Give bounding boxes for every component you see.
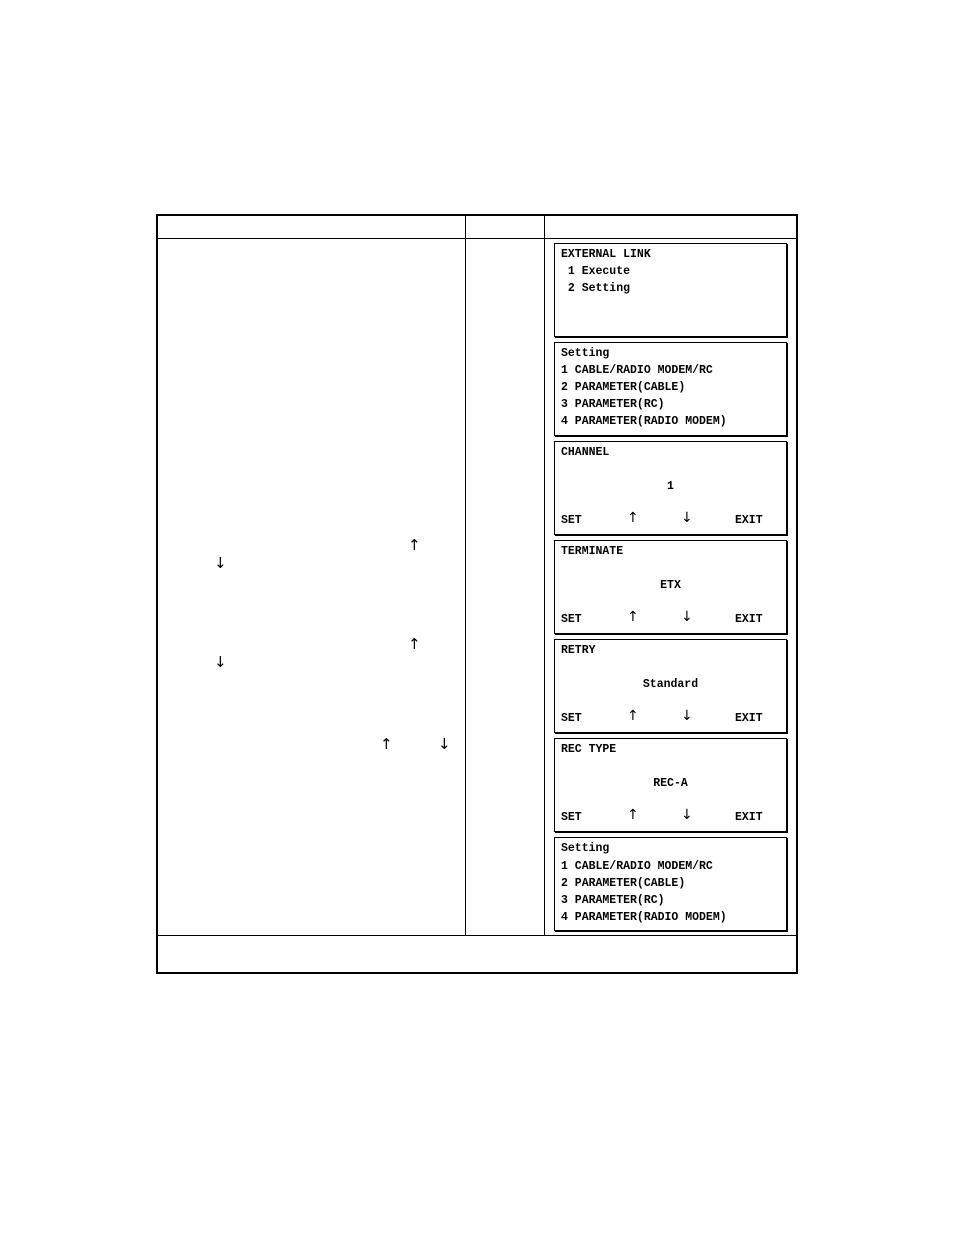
exit-softkey: EXIT xyxy=(735,811,763,824)
menu-item-parameter-rc: 3 PARAMETER(RC) xyxy=(561,398,665,411)
menu-item-parameter-radio-modem: 4 PARAMETER(RADIO MODEM) xyxy=(561,415,727,428)
menu-item-parameter-radio-modem: 4 PARAMETER(RADIO MODEM) xyxy=(561,911,727,924)
column-divider-operation xyxy=(465,216,466,935)
channel-value: 1 xyxy=(667,480,674,493)
set-softkey: SET xyxy=(561,514,582,527)
retry-value: Standard xyxy=(642,678,699,691)
up-arrow-icon: ↑ xyxy=(627,807,639,823)
retry-screen xyxy=(554,639,787,733)
menu-item-parameter-cable: 2 PARAMETER(CABLE) xyxy=(561,877,686,890)
screen-title: REC TYPE xyxy=(561,743,617,756)
header-row-divider xyxy=(158,238,796,239)
up-arrow-icon: ↑ xyxy=(627,609,639,625)
external-link-screen xyxy=(554,243,787,337)
exit-softkey: EXIT xyxy=(735,613,763,626)
screen-title: RETRY xyxy=(561,644,596,657)
exit-softkey: EXIT xyxy=(735,712,763,725)
menu-item-setting: 2 Setting xyxy=(561,282,631,295)
up-arrow-icon: ↑ xyxy=(408,536,421,554)
set-softkey: SET xyxy=(561,613,582,626)
down-arrow-icon: ↓ xyxy=(681,708,693,724)
down-arrow-icon: ↓ xyxy=(214,653,227,671)
column-divider-key xyxy=(544,216,545,935)
rec-type-screen xyxy=(554,738,787,832)
menu-item-cable-radio-modem-rc: 1 CABLE/RADIO MODEM/RC xyxy=(561,364,713,377)
down-arrow-icon: ↓ xyxy=(681,510,693,526)
menu-item-parameter-rc: 3 PARAMETER(RC) xyxy=(561,894,665,907)
up-arrow-icon: ↑ xyxy=(408,635,421,653)
up-arrow-icon: ↑ xyxy=(627,708,639,724)
rec-type-value: REC-A xyxy=(653,777,688,790)
setting-menu-return-screen xyxy=(554,837,787,931)
channel-screen xyxy=(554,441,787,535)
terminate-value: ETX xyxy=(660,579,681,592)
down-arrow-icon: ↓ xyxy=(681,609,693,625)
up-arrow-icon: ↑ xyxy=(627,510,639,526)
screen-title: CHANNEL xyxy=(561,446,610,459)
down-arrow-icon: ↓ xyxy=(214,554,227,572)
screen-title: EXTERNAL LINK xyxy=(561,248,651,261)
up-arrow-icon: ↑ xyxy=(380,735,393,753)
terminate-screen xyxy=(554,540,787,634)
menu-item-execute: 1 Execute xyxy=(561,265,631,278)
footer-row-divider xyxy=(158,935,796,936)
exit-softkey: EXIT xyxy=(735,514,763,527)
set-softkey: SET xyxy=(561,712,582,725)
down-arrow-icon: ↓ xyxy=(681,807,693,823)
menu-item-parameter-cable: 2 PARAMETER(CABLE) xyxy=(561,381,686,394)
menu-item-cable-radio-modem-rc: 1 CABLE/RADIO MODEM/RC xyxy=(561,860,713,873)
down-arrow-icon: ↓ xyxy=(438,735,451,753)
screen-title: TERMINATE xyxy=(561,545,624,558)
screen-title: Setting xyxy=(561,347,610,360)
set-softkey: SET xyxy=(561,811,582,824)
setting-menu-screen xyxy=(554,342,787,436)
screen-title: Setting xyxy=(561,842,610,855)
